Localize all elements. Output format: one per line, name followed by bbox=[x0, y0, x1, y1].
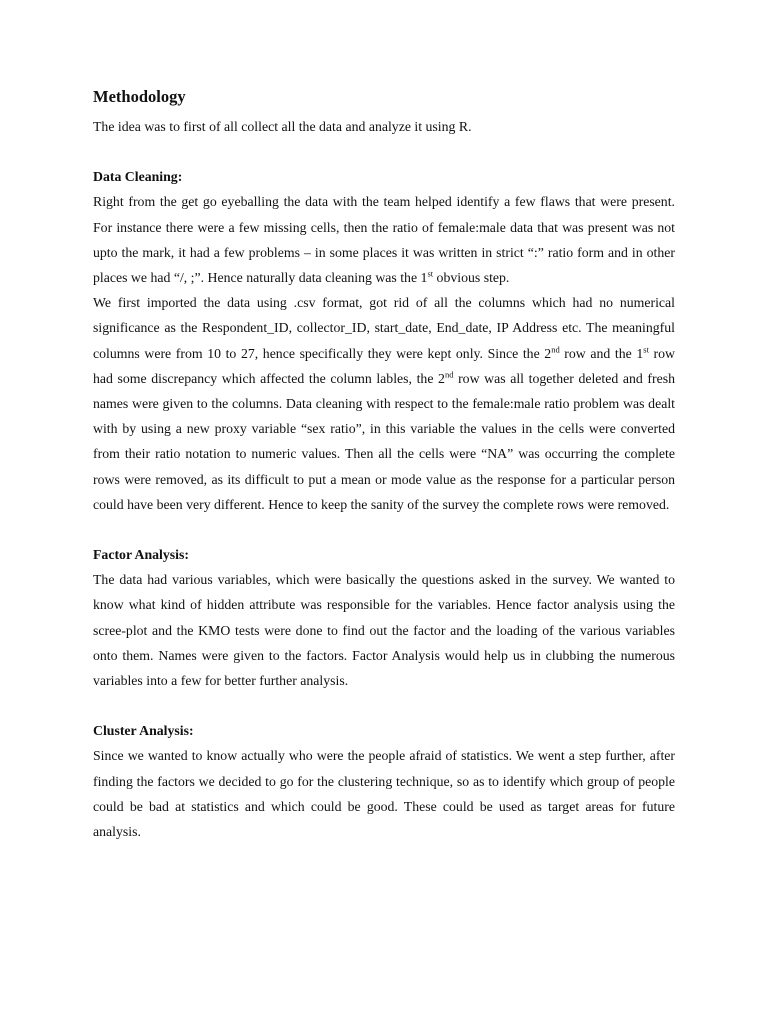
data-cleaning-heading: Data Cleaning: bbox=[93, 169, 183, 185]
text-run: row had some discrepancy which affected the column lables, the 2 bbox=[93, 345, 676, 386]
factor-analysis-paragraph: The data had various variables, which were basically the questions asked in the survey. We wanted to know what kind of hidden attribute was responsible for the variables. Hence factor analysis using the scree-plot and the KMO tests were done to find out the factor and the loading of the various variables onto them. Names were given to the factors. Factor Analysis would help us in clubbing the numerous variables into a few for better further analysis. bbox=[93, 572, 675, 689]
superscript: st bbox=[643, 344, 649, 355]
cluster-analysis-heading: Cluster Analysis: bbox=[93, 723, 194, 739]
text-run: obvious step. bbox=[433, 270, 510, 286]
data-cleaning-paragraph-1 bbox=[93, 189, 675, 290]
spacer bbox=[93, 517, 675, 542]
spacer bbox=[93, 139, 675, 164]
document-title: Methodology bbox=[93, 87, 186, 106]
text-run: row and the 1 bbox=[559, 345, 644, 361]
spacer bbox=[93, 693, 675, 718]
document-page bbox=[93, 84, 675, 844]
superscript: st bbox=[427, 268, 434, 279]
factor-analysis-heading: Factor Analysis: bbox=[93, 547, 189, 563]
intro-paragraph: The idea was to first of all collect all the data and analyze it using R. bbox=[93, 119, 472, 134]
text-run: Right from the get go eyeballing the data with the team helped identify a few flaws that were present. For instance there were a few missing cells, then the ratio of female:male data that was present was not upto the mark, it had a few problems – in some places it was written in strict “:” ratio form and in other places we had “/, ;”. Hence naturally data cleaning was the 1 bbox=[93, 194, 675, 286]
data-cleaning-paragraph-2 bbox=[93, 290, 675, 517]
cluster-analysis-paragraph: Since we wanted to know actually who were the people afraid of statistics. We went a step further, after finding the factors we decided to go for the clustering technique, so as to identify which group of people could be bad at statistics and which could be good. These could be used as target areas for future analysis. bbox=[93, 748, 675, 840]
superscript: nd bbox=[444, 369, 454, 380]
superscript: nd bbox=[551, 344, 560, 355]
text-run: row was all together deleted and fresh names were given to the columns. Data cleaning with respect to the female:male ratio problem was dealt with by using a new proxy variable “sex ratio”, in this variable the values in the cells were converted from their ratio notation to numeric values. Then all the cells were “NA” was occurring the complete rows were removed, as its difficult to put a mean or mode value as the response for a particular person could have been very different. Hence to keep the sanity of the survey the complete rows were removed. bbox=[93, 370, 676, 512]
text-run: We first imported the data using .csv format, got rid of all the columns which had no numerical significance as the Respondent_ID, collector_ID, start_date, End_date, IP Address etc. The meaningful columns were from 10 to 27, hence specifically they were kept only. Since the 2 bbox=[93, 295, 675, 361]
